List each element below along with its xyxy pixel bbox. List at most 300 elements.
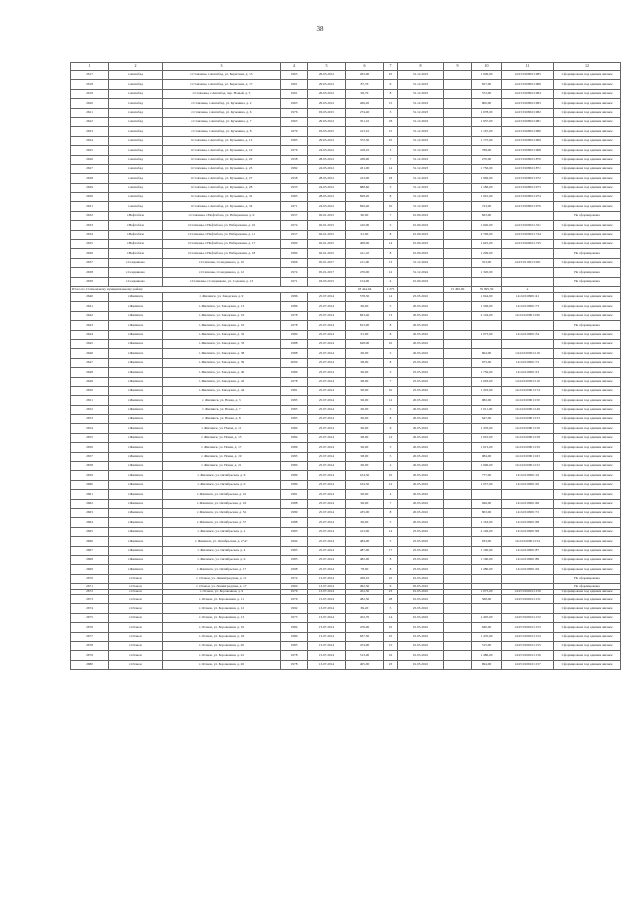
col-10: 984,00 (472, 452, 502, 461)
col-9 (444, 330, 472, 339)
area: 484,00 (346, 537, 384, 546)
area: 263,00 (346, 71, 384, 80)
table-row (71, 632, 621, 641)
deadline: 31.12.2024 (398, 258, 444, 267)
residents: 3 (384, 108, 398, 117)
residents: 6 (384, 424, 398, 433)
col-9 (444, 240, 472, 249)
col-10: 1 470,00 (472, 632, 502, 641)
column-number: 8 (398, 63, 444, 71)
address: г.Ставчаны, г.Ашхабад, ул. Кузьмина, д. 32 (163, 193, 281, 202)
cadastral-number: 14:25:010601:1154 (502, 632, 554, 641)
table-row (71, 136, 621, 145)
year-built: 1957 (281, 211, 308, 220)
area: 98,00 (346, 452, 384, 461)
land-status: Сформирована под единым жилым (554, 480, 621, 489)
area: 372,50 (346, 136, 384, 145)
cadastral-number: 14:24:010901:87 (502, 546, 554, 555)
cadastral-number: 14:24:010901:20 (502, 480, 554, 489)
cadastral-number: 14:24:010901:154 (502, 537, 554, 546)
address: г. Жилинск, ул. Октябрьская, д. 16 (163, 499, 281, 508)
column-number: 11 (502, 63, 554, 71)
year-built: 1958 (281, 174, 308, 183)
cadastral-number: 14:24:010901:149 (502, 405, 554, 414)
land-status: Сформирована под единым жилым (554, 452, 621, 461)
col-10: 2 796,00 (472, 230, 502, 239)
address: г.Ставчаны, г.Нефтебаза, ул. Набережная, д. 10 (163, 221, 281, 230)
locality: г.Отакон (109, 574, 163, 583)
deadline: 25.05.2022 (398, 565, 444, 574)
land-status: Не сформирована (554, 584, 621, 590)
cadastral-number: 14:23:010802:1983 (502, 99, 554, 108)
year-built: 1981 (281, 386, 308, 395)
address: г.Ставчаны, г.Ашхабад, пер. Новый, д. 5 (163, 89, 281, 98)
col-9 (444, 89, 472, 98)
cadastral-number: 14:23:010902:1744 (502, 230, 554, 239)
locality: г.Нефтебаза (109, 211, 163, 220)
area: 78,00 (346, 565, 384, 574)
land-status: Сформирована под единым жилым (554, 221, 621, 230)
address: г.Ставчаны, г.Нефтебаза, ул. Набережная, д. 9 (163, 211, 281, 220)
deadline: 01.09.2023 (398, 249, 444, 258)
table-row (71, 108, 621, 117)
col-10: 1 678,00 (472, 108, 502, 117)
cadastral-number (502, 490, 554, 499)
locality: г.Жилинск (109, 292, 163, 301)
residents: 17 (384, 546, 398, 555)
cadastral-number: 14:23:010902:1321 (502, 221, 554, 230)
land-status: Сформирована под единым жилым (554, 565, 621, 574)
locality: г.Жилинск (109, 386, 163, 395)
locality: г.Нефтебаза (109, 240, 163, 249)
address: г.Ставчаны, г.Ашхабад, ул. Кузьмина, д. 2 (163, 99, 281, 108)
row-number: 2668 (71, 555, 109, 564)
table-row (71, 415, 621, 424)
row-number: 2645 (71, 339, 109, 348)
land-status: Сформирована под единым жилым (554, 518, 621, 527)
locality: г.Ашхабад (109, 155, 163, 164)
col-9 (444, 424, 472, 433)
residents: 4 (384, 277, 398, 286)
col-9 (444, 268, 472, 277)
land-status: Сформирована под единым жилым (554, 613, 621, 622)
col-9 (444, 258, 472, 267)
area: 413,10 (346, 127, 384, 136)
col-10: 640,00 (472, 623, 502, 632)
column-number: 3 (163, 63, 281, 71)
locality: г.Жилинск (109, 480, 163, 489)
residents: 25 (384, 71, 398, 80)
cadastral-number (502, 321, 554, 330)
address: г.Ставчаны, г.Ашхабад, ул. Береговая, д. 17 (163, 80, 281, 89)
date: 02.01.2015 (308, 249, 346, 258)
row-number: 2658 (71, 462, 109, 471)
date: 25.07.2014 (308, 443, 346, 452)
locality: г.Жилинск (109, 415, 163, 424)
area: 418,10 (346, 146, 384, 155)
deadline: 20.05.2022 (398, 302, 444, 311)
table-row (71, 268, 621, 277)
locality: г.Отакон (109, 642, 163, 651)
table-row (71, 604, 621, 613)
cadastral-number: 14:24:010901:73 (502, 302, 554, 311)
locality: г.Жилинск (109, 462, 163, 471)
col-10: 946,00 (472, 499, 502, 508)
table-row (71, 249, 621, 258)
row-number: 2622 (71, 117, 109, 126)
locality: г.Жилинск (109, 368, 163, 377)
deadline: 01.09.2023 (398, 211, 444, 220)
cadastral-number: 14:23:010802:1968 (502, 146, 554, 155)
col-10: 803,00 (472, 508, 502, 517)
land-status: Сформирована под единым жилым (554, 302, 621, 311)
col-10: 568,00 (472, 595, 502, 604)
locality: г.Ашхабад (109, 99, 163, 108)
date: 25.07.2014 (308, 565, 346, 574)
date: 25.07.2014 (308, 490, 346, 499)
row-number: 2647 (71, 358, 109, 367)
land-status: Не сформирована (554, 321, 621, 330)
deadline: 01.05.2022 (398, 595, 444, 604)
address: г. Отакон, ул. Боровенная, д. 18 (163, 632, 281, 641)
col-9 (444, 292, 472, 301)
locality: г.Нефтебаза (109, 221, 163, 230)
date: 25.07.2014 (308, 415, 346, 424)
land-status: Не сформирована (554, 268, 621, 277)
area: 413,00 (346, 527, 384, 536)
cadastral-number: 14:23:010802:1870 (502, 155, 554, 164)
address: г.Ставчаны, г.Ашхабад, ул. Кузьмина, д. 8 (163, 127, 281, 136)
land-status: Сформирована под единым жилым (554, 651, 621, 660)
table-row (71, 183, 621, 192)
table-row (71, 80, 621, 89)
col-10: 675,00 (472, 358, 502, 367)
deadline: 31.12.2023 (398, 164, 444, 173)
col-10: 1 625,00 (472, 240, 502, 249)
col-9 (444, 108, 472, 117)
summary-col-10: 35 995,30 (472, 286, 502, 292)
address: г. Отакон, ул. Боровенная, д. 26 (163, 660, 281, 669)
land-status: Сформирована под единым жилым (554, 462, 621, 471)
cadastral-number (502, 604, 554, 613)
cadastral-number: 14:23:010802:1972 (502, 174, 554, 183)
date: 25.07.2014 (308, 518, 346, 527)
table-row (71, 443, 621, 452)
address: г.Ставчаны, г.Ашхабад, ул. Кузьмина, д. 20 (163, 155, 281, 164)
residents: 10 (384, 386, 398, 395)
address: г. Жилинск, ул. Октябрьская, д. 6 (163, 471, 281, 480)
deadline: 25.05.2022 (398, 527, 444, 536)
residents: 8 (384, 565, 398, 574)
address: г. Жилинск, ул. Новая, д. 8 (163, 415, 281, 424)
col-9 (444, 651, 472, 660)
row-number: 2631 (71, 202, 109, 211)
table-row (71, 311, 621, 320)
cadastral-number: 14:24:010901:34 (502, 330, 554, 339)
row-number: 2659 (71, 471, 109, 480)
locality: г.Отакон (109, 623, 163, 632)
locality: г.Жилинск (109, 452, 163, 461)
row-number: 2678 (71, 642, 109, 651)
land-status: Сформирована под единым жилым (554, 358, 621, 367)
deadline: 31.12.2023 (398, 108, 444, 117)
deadline: 01.09.2023 (398, 230, 444, 239)
area: 823,40 (346, 311, 384, 320)
residents: 10 (384, 339, 398, 348)
col-10 (472, 321, 502, 330)
address: г. Жилинск, ул. Октябрьская, д. 2"А" (163, 537, 281, 546)
cadastral-number: 14:24:010901:160 (502, 311, 554, 320)
locality: г.Сендавково (109, 258, 163, 267)
land-status: Не сформирована (554, 277, 621, 286)
row-number: 2667 (71, 546, 109, 555)
year-built: 1961 (281, 89, 308, 98)
row-number: 2642 (71, 311, 109, 320)
land-status: Сформирована под единым жилым (554, 490, 621, 499)
residents: 14 (384, 613, 398, 622)
col-9 (444, 499, 472, 508)
row-number: 2644 (71, 330, 109, 339)
area: 266,20 (346, 99, 384, 108)
col-9 (444, 349, 472, 358)
residents: 9 (384, 80, 398, 89)
year-built: 1957 (281, 230, 308, 239)
year-built: 1985 (281, 546, 308, 555)
deadline: 01.05.2022 (398, 574, 444, 583)
date: 03.03.2015 (308, 108, 346, 117)
year-built: 1960 (281, 240, 308, 249)
locality: г.Отакон (109, 632, 163, 641)
date: 13.07.2014 (308, 660, 346, 669)
address: г. Жилинск, ул. Заводская, д. 39 (163, 358, 281, 367)
residents: 5 (384, 537, 398, 546)
residents: 5 (384, 183, 398, 192)
date: 03.03.2015 (308, 127, 346, 136)
deadline: 20.05.2022 (398, 415, 444, 424)
address: г. Жилинск, ул. Новая, д. 7 (163, 405, 281, 414)
col-10: 515,00 (472, 642, 502, 651)
row-number: 2662 (71, 499, 109, 508)
residents: 8 (384, 415, 398, 424)
column-number: 10 (472, 63, 502, 71)
col-9 (444, 117, 472, 126)
col-10: 1 091,00 (472, 193, 502, 202)
residents: 8 (384, 249, 398, 258)
deadline: 31.12.2023 (398, 155, 444, 164)
locality: г.Жилинск (109, 537, 163, 546)
col-9 (444, 174, 472, 183)
residents: 18 (384, 174, 398, 183)
area: 98,00 (346, 377, 384, 386)
area: 688,60 (346, 183, 384, 192)
col-10: 1 009,00 (472, 71, 502, 80)
column-number-row (71, 63, 621, 71)
address: г. Жилинск, ул. Октябрьская, д. 6 (163, 555, 281, 564)
cadastral-number: 14:24:010901:152 (502, 462, 554, 471)
column-number: 6 (346, 63, 384, 71)
area: 578,30 (346, 292, 384, 301)
area: 405,00 (346, 660, 384, 669)
residents: 3 (384, 146, 398, 155)
table-row (71, 546, 621, 555)
col-9 (444, 471, 472, 480)
address: г. Отакон, ул. Боровенная, д. 22 (163, 651, 281, 660)
address: г. Жилинск, ул. Заводская, д. 16 (163, 321, 281, 330)
col-10: 1 756,00 (472, 368, 502, 377)
cadastral-number: 14:25:010601:1151 (502, 595, 554, 604)
locality: г.Жилинск (109, 555, 163, 564)
deadline: 20.05.2022 (398, 339, 444, 348)
land-status: Сформирована под единым жилым (554, 99, 621, 108)
cadastral-number: 14:24:010901:98 (502, 527, 554, 536)
area: 69,20 (346, 604, 384, 613)
address: г. Жилинск, ул. Новая, д. 15 (163, 433, 281, 442)
deadline: 20.05.2022 (398, 311, 444, 320)
year-built: 1989 (281, 480, 308, 489)
date: 24.05.2012 (308, 146, 346, 155)
address: г.Ставчаны, г.Ашхабад, ул. Кузьмина, д. 12 (163, 136, 281, 145)
col-10: 1 756,00 (472, 164, 502, 173)
address: г. Жилинск, ул. Заводская, д. 40 (163, 368, 281, 377)
address: г.Ставчаны, г.Сендавково, д. 10 (163, 258, 281, 267)
land-status: Сформирована под единым жилым (554, 117, 621, 126)
col-9 (444, 183, 472, 192)
date: 02.01.2015 (308, 221, 346, 230)
deadline: 25.05.2022 (398, 604, 444, 613)
residents: 25 (384, 623, 398, 632)
summary-residents: 1 275 (384, 286, 398, 292)
residents: 12 (384, 396, 398, 405)
land-status: Не сформирована (554, 574, 621, 583)
cadastral-number: 14:23:010802:1973 (502, 183, 554, 192)
year-built: 1980 (281, 632, 308, 641)
date: 25.07.2014 (308, 424, 346, 433)
year-built: 1983 (281, 527, 308, 536)
row-number: 2640 (71, 292, 109, 301)
locality: г.Ашхабад (109, 136, 163, 145)
locality: г.Ашхабад (109, 202, 163, 211)
col-9 (444, 595, 472, 604)
residents: 4 (384, 490, 398, 499)
area: 104,50 (346, 471, 384, 480)
year-built: 1978 (281, 321, 308, 330)
land-status: Сформирована под единым жилым (554, 642, 621, 651)
cadastral-number (502, 574, 554, 583)
area: 435,00 (346, 508, 384, 517)
table-row (71, 230, 621, 239)
land-status: Сформирована под единым жилым (554, 433, 621, 442)
col-9 (444, 80, 472, 89)
deadline: 25.05.2022 (398, 377, 444, 386)
year-built: 1982 (281, 164, 308, 173)
locality: г.Отакон (109, 651, 163, 660)
land-status: Сформирована под единым жилым (554, 499, 621, 508)
col-9 (444, 339, 472, 348)
residents: 5 (384, 443, 398, 452)
address: г. Отакон, ул. Боровенная, д. 11 (163, 595, 281, 604)
deadline: 20.05.2022 (398, 518, 444, 527)
col-10: 1 044,00 (472, 292, 502, 301)
address: г.Ставчаны, г.Ашхабад, ул. Береговая, д. 15 (163, 71, 281, 80)
table-row (71, 386, 621, 395)
residents: 15 (384, 127, 398, 136)
col-10: 1 011,00 (472, 405, 502, 414)
col-9 (444, 508, 472, 517)
deadline: 25.05.2022 (398, 537, 444, 546)
table-row (71, 462, 621, 471)
land-status: Сформирована под единым жилым (554, 174, 621, 183)
col-10: 994,00 (472, 660, 502, 669)
residents: 5 (384, 221, 398, 230)
row-number: 2637 (71, 258, 109, 267)
address: г.Ставчаны, г.Сендавково, ул. Садовая, д. 13 (163, 277, 281, 286)
date: 02.01.2015 (308, 230, 346, 239)
year-built: 1958 (281, 155, 308, 164)
date: 25.07.2014 (308, 405, 346, 414)
year-built: 1963 (281, 99, 308, 108)
table-row (71, 555, 621, 564)
date: 05.01.2017 (308, 268, 346, 277)
row-number: 2663 (71, 508, 109, 517)
date: 25.07.2014 (308, 292, 346, 301)
col-10: 768,00 (472, 146, 502, 155)
date: 29.05.2012 (308, 117, 346, 126)
table-row (71, 202, 621, 211)
col-9 (444, 377, 472, 386)
land-status: Сформирована под единым жилым (554, 311, 621, 320)
residents: 23 (384, 660, 398, 669)
table-row (71, 642, 621, 651)
deadline: 01.09.2023 (398, 277, 444, 286)
area: 274,40 (346, 108, 384, 117)
address: г.Ставчаны, г.Ашхабад, ул. Кузьмина, д. 34 (163, 202, 281, 211)
table-row (71, 155, 621, 164)
year-built: 1988 (281, 339, 308, 348)
residents: 8 (384, 555, 398, 564)
year-built: 1998 (281, 565, 308, 574)
locality: г.Ашхабад (109, 71, 163, 80)
land-status: Сформирована под единым жилым (554, 240, 621, 249)
year-built: 1985 (281, 415, 308, 424)
deadline: 31.12.2023 (398, 183, 444, 192)
row-number: 2665 (71, 527, 109, 536)
residents: 12 (384, 268, 398, 277)
col-9 (444, 136, 472, 145)
table-row (71, 518, 621, 527)
date: 25.07.2014 (308, 321, 346, 330)
address: г. Жилинск, ул. Новая, д. 21 (163, 462, 281, 471)
date: 02.01.2015 (308, 211, 346, 220)
address: г.Ставчаны, г.Ашхабад, ул. Кузьмина, д. 28 (163, 183, 281, 192)
year-built: 1971 (281, 277, 308, 286)
col-9 (444, 480, 472, 489)
col-9 (444, 193, 472, 202)
table-row (71, 146, 621, 155)
year-built: 1985 (281, 642, 308, 651)
register-table (70, 62, 621, 670)
table-row (71, 377, 621, 386)
row-number: 2669 (71, 565, 109, 574)
table-row (71, 117, 621, 126)
residents: 8 (384, 321, 398, 330)
row-number: 2653 (71, 415, 109, 424)
col-9 (444, 386, 472, 395)
deadline: 31.12.2024 (398, 268, 444, 277)
area: 96,00 (346, 499, 384, 508)
land-status: Сформирована под единым жилым (554, 349, 621, 358)
land-status: Сформирована под единым жилым (554, 396, 621, 405)
year-built: 1966 (281, 258, 308, 267)
